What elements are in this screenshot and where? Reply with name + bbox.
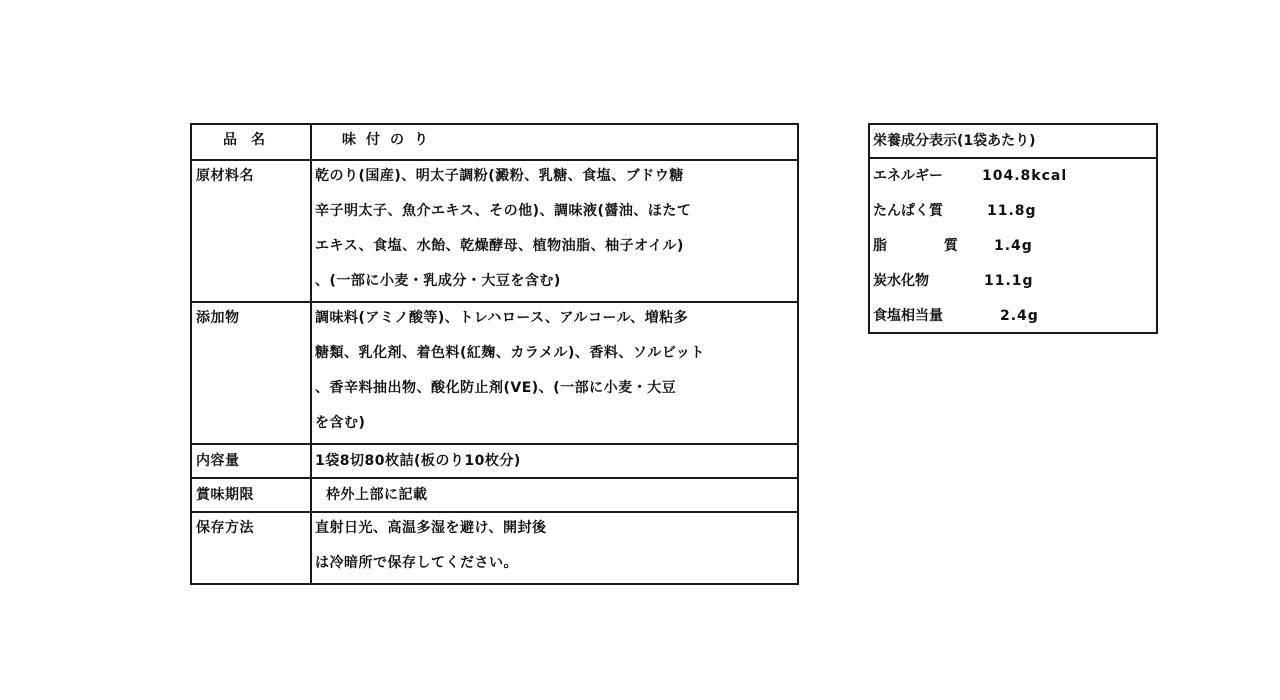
additives-row (191, 302, 798, 444)
additives-line: を含む) (315, 415, 366, 431)
product-name-row (191, 124, 798, 160)
ingredients-label: 原材料名 (191, 160, 311, 302)
expiry-value: 枠外上部に記載 (326, 487, 428, 503)
nutrition-value: 11.1g (984, 273, 1034, 289)
additives-value (311, 302, 798, 444)
nutrition-facts-box (868, 123, 1158, 334)
storage-line: は冷暗所で保存してください。 (315, 555, 518, 571)
nutrition-row-protein (870, 194, 1156, 229)
product-name-value: 味付のり (311, 124, 798, 160)
product-name-label: 品名 (191, 124, 311, 160)
quantity-label: 内容量 (191, 444, 311, 478)
expiry-value-cell (311, 478, 798, 512)
nutrition-title: 栄養成分表示(1袋あたり) (870, 125, 1156, 159)
expiry-row (191, 478, 798, 512)
ingredients-line: エキス、食塩、水飴、乾燥酵母、植物油脂、柚子オイル) (315, 238, 684, 254)
nutrition-label: 炭水化物 (873, 273, 929, 289)
additives-line: 、香辛料抽出物、酸化防止剤(VE)、(一部に小麦・大豆 (315, 380, 677, 396)
nutrition-row-fat (870, 229, 1156, 264)
additives-label: 添加物 (191, 302, 311, 444)
expiry-label: 賞味期限 (191, 478, 311, 512)
nutrition-label: たんぱく質 (873, 203, 943, 219)
additives-line: 糖類、乳化剤、着色料(紅麹、カラメル)、香料、ソルビット (315, 345, 705, 361)
ingredients-row (191, 160, 798, 302)
storage-row (191, 512, 798, 584)
ingredients-line: 、(一部に小麦・乳成分・大豆を含む) (315, 273, 561, 289)
nutrition-label: 食塩相当量 (873, 308, 943, 324)
storage-label: 保存方法 (191, 512, 311, 584)
nutrition-value: 1.4g (994, 238, 1033, 254)
additives-line: 調味料(アミノ酸等)、トレハロース、アルコール、増粘多 (315, 310, 689, 326)
nutrition-label: エネルギー (873, 168, 943, 184)
ingredients-value (311, 160, 798, 302)
nutrition-value: 104.8kcal (982, 168, 1068, 184)
storage-value (311, 512, 798, 584)
ingredients-line: 辛子明太子、魚介エキス、その他)、調味液(醤油、ほたて (315, 203, 692, 219)
ingredients-line: 乾のり(国産)、明太子調粉(澱粉、乳糖、食塩、ブドウ糖 (315, 168, 684, 184)
quantity-value-cell (311, 444, 798, 478)
nutrition-row-salt (870, 299, 1156, 334)
nutrition-row-carbohydrate (870, 264, 1156, 299)
nutrition-value: 11.8g (987, 203, 1037, 219)
product-label-table (190, 123, 799, 585)
nutrition-value: 2.4g (1000, 308, 1039, 324)
nutrition-row-energy (870, 159, 1156, 194)
nutrition-label: 脂 質 (873, 238, 984, 254)
quantity-value: 1袋8切80枚詰(板のり10枚分) (315, 453, 521, 469)
quantity-row (191, 444, 798, 478)
storage-line: 直射日光、高温多湿を避け、開封後 (315, 520, 547, 536)
